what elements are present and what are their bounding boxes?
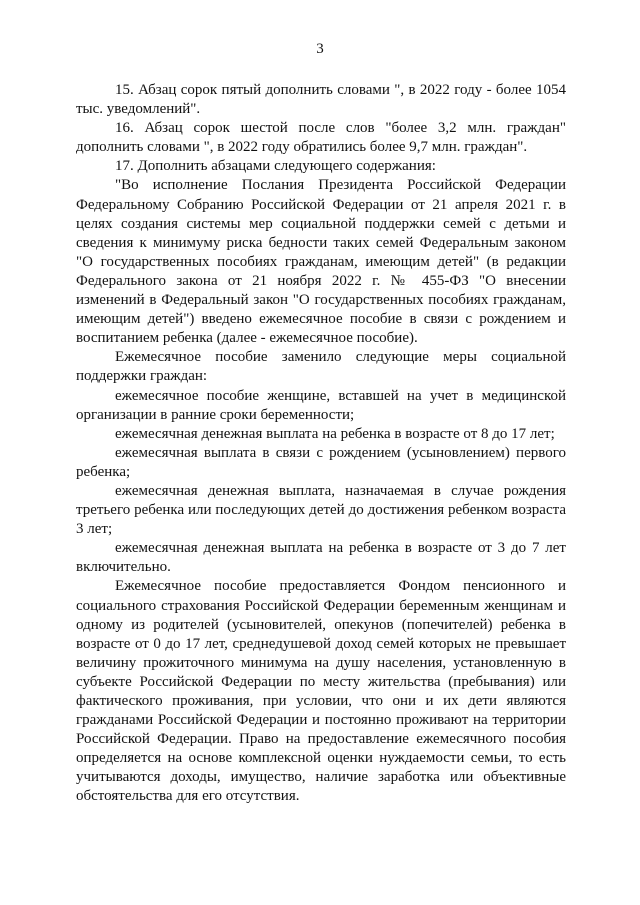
paragraph-presidential-address: "Во исполнение Послания Президента Российской Федерации Федеральному Собранию Российской Федерации от 21 апреля 2021 г. в целях создания системы мер социальной поддержки семей с детьми и сведения к минимуму риска бедности таких семей Федеральным законом "О государственных пособиях гражданам, имеющим детей" (в редакции Федерального закона от 21 ноября 2022 г. № 455-ФЗ "О внесении изменений в Федеральный закон "О государственных пособиях гражданам, имеющим детей") введено ежемесячное пособие в связи с рождением и воспитанием ребенка (далее - ежемесячное пособие). (76, 177, 566, 347)
paragraph-amendment-15: 15. Абзац сорок пятый дополнить словами ", в 2022 году - более 1054 тыс. уведомлений". (76, 82, 566, 118)
paragraph-amendment-16: 16. Абзац сорок шестой после слов "более 3,2 млн. граждан" дополнить словами ", в 2022 году обратились более 9,7 млн. граждан". (76, 120, 566, 156)
list-item-first-child-payment: ежемесячная выплата в связи с рождением (усыновлением) первого ребенка; (76, 444, 566, 480)
list-item-third-child-payment: ежемесячная денежная выплата, назначаемая в случае рождения третьего ребенка или последующих детей до достижения ребенком возраста 3 лет; (76, 482, 566, 538)
list-item-pregnancy-allowance: ежемесячное пособие женщине, вставшей на учет в медицинской организации в ранние сроки беременности; (76, 387, 566, 423)
list-item-payment-8-17: ежемесячная денежная выплата на ребенка в возрасте от 8 до 17 лет; (115, 425, 555, 442)
paragraph-allowance-provision: Ежемесячное пособие предоставляется Фондом пенсионного и социального страхования Российской Федерации беременным женщинам и одному из родителей (усыновителей, опекунов (попечителей) ребенка в возрасте от 0 до 17 лет, среднедушевой доход семей которых не превышает величину прожиточного минимума на душу населения, установленную в субъекте Российской Федерации по месту жительства (пребывания) или фактического проживания, при условии, что они и их дети являются гражданами Российской Федерации и постоянно проживают на территории Российской Федерации. Право на предоставление ежемесячного пособия определяется на основе комплексной оценки нуждаемости семьи, то есть учитываются доходы, имущество, наличие заработка или объективные обстоятельства для его отсутствия. (76, 578, 566, 805)
paragraph-replaced-measures-intro: Ежемесячное пособие заменило следующие меры социальной поддержки граждан: (76, 349, 566, 385)
paragraph-amendment-17: 17. Дополнить абзацами следующего содержания: (115, 158, 436, 175)
list-item-payment-3-7: ежемесячная денежная выплата на ребенка в возрасте от 3 до 7 лет включительно. (76, 540, 566, 576)
document-body (76, 81, 566, 807)
page-number: 3 (316, 41, 324, 57)
